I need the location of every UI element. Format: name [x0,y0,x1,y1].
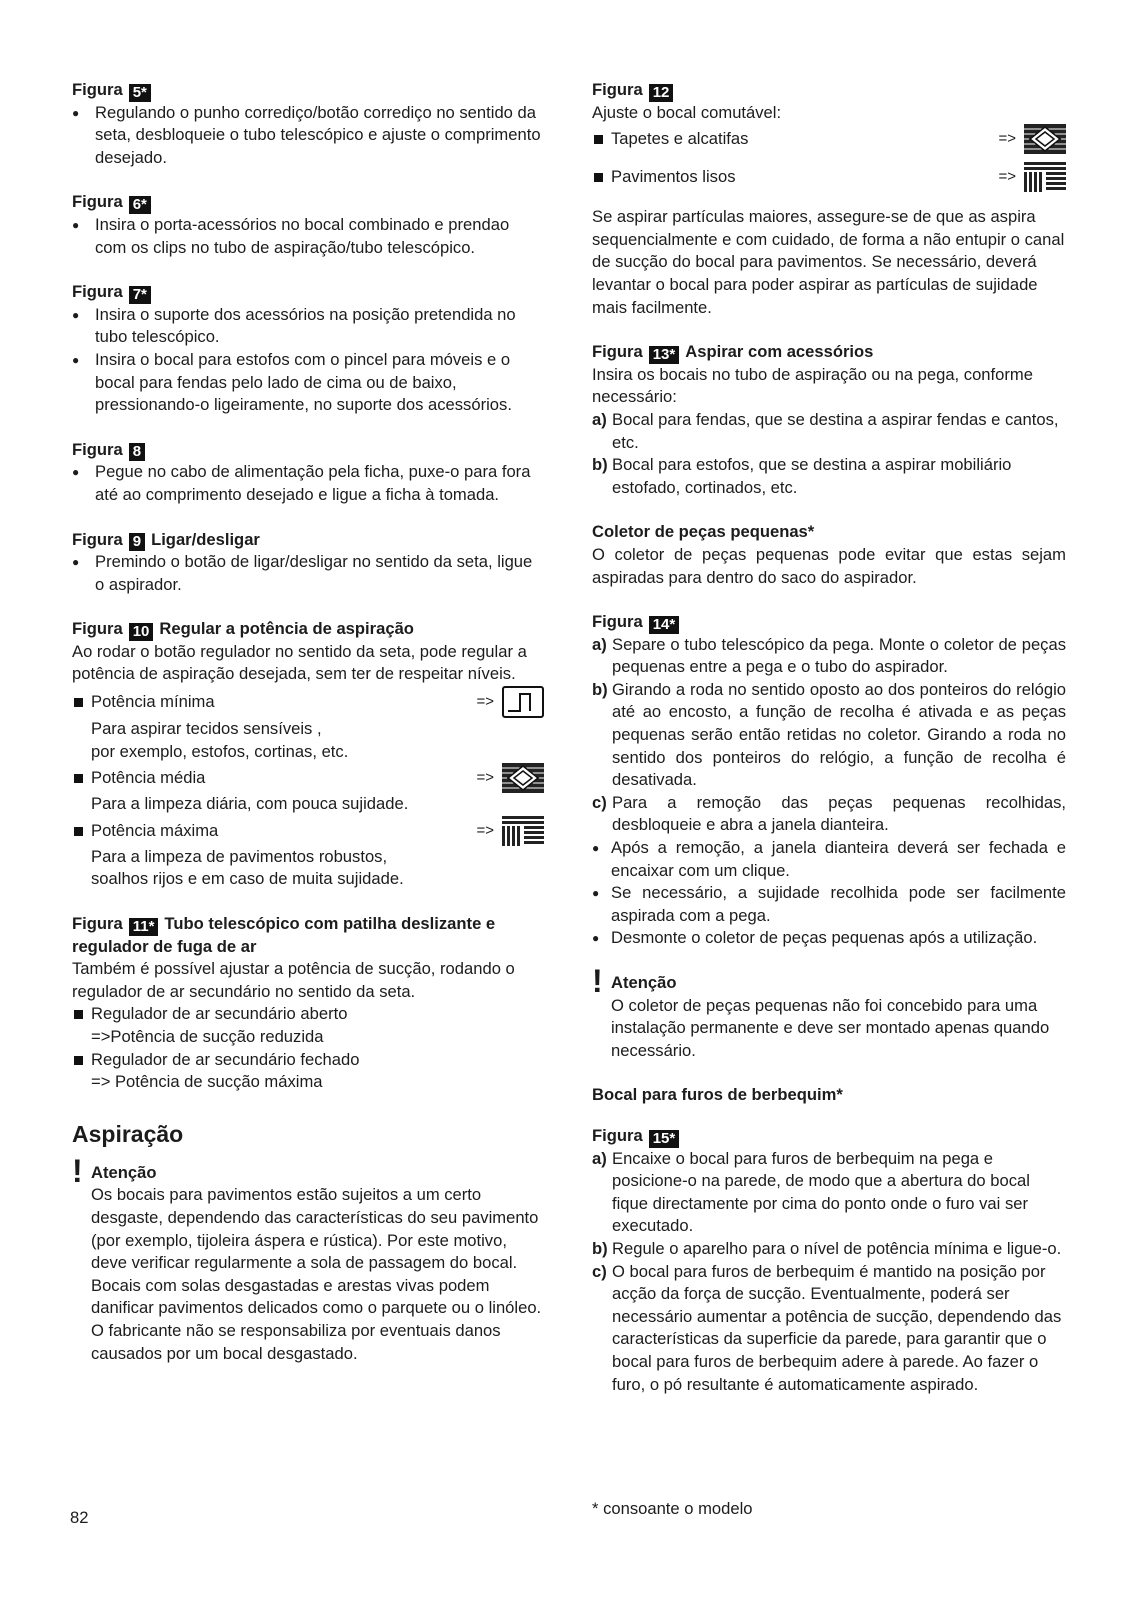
power-level-desc: Para a limpeza de pavimentos robustos, [91,846,388,866]
bullet-item: ● Se necessário, a sujidade recolhida pode ser facilmente aspirada com a pega. [592,882,1066,927]
figure-heading [72,618,544,641]
figure-number-badge: 8 [129,443,145,461]
figure-number-badge: 9 [129,533,145,551]
bullet-item: ● Após a remoção, a janela dianteira deverá ser fechada e encaixar com um clique. [592,837,1066,882]
figure-heading [592,341,1066,364]
lettered-item [592,454,1066,499]
lettered-item [592,1261,1066,1397]
paragraph: Ao rodar o botão regulador no sentido da seta, pode regular a potência de aspiração desejada, sem ter de respeitar níveis. [72,641,527,684]
figure-6-section [72,191,544,259]
power-level-row [72,686,544,718]
arrow-text: => [998,167,1016,185]
arrow-text: => [998,129,1016,147]
figure-heading [72,913,544,936]
carpet-icon [502,763,544,793]
bullet-item: ● Pegue no cabo de alimentação pela ficha, puxe-o para fora até ao comprimento desejado e ligue a ficha à tomada. [72,461,544,506]
figure-5-section [72,79,544,169]
figure-label: Figura [592,342,643,362]
item-key: b) [592,679,608,699]
figure-label: Figura [72,529,123,549]
item-text: Encaixe o bocal para furos de berbequim na pega e posicione-o na parede, de modo que a abertura do bocal fique directamente por cima do ponto onde o furo vai ser executado. [612,1148,1030,1236]
item-text: Separe o tubo telescópico da pega. Monte o coletor de peças pequenas entre a pega e o tubo do aspirador. [612,634,1066,677]
item-text: Para a remoção das peças pequenas recolhidas, desbloqueie e abra a janela dianteira. [612,792,1066,835]
figure-label: Figura [72,80,123,99]
figure-13-section [592,341,1066,499]
item-text: O bocal para furos de berbequim é mantido na posição por acção da força de sucção. Eventualmente, poderá ser necessário aumentar a potência de sucção, dependendo das características da superficie da parede, para garantir que o bocal para furos de berbequim adere à parede. Ao fazer o furo, o pó resultante é automaticamente aspirado. [612,1261,1062,1394]
paragraph: O coletor de peças pequenas pode evitar que estas sejam aspiradas para dentro do saco do aspirador. [592,544,1066,587]
lettered-item [592,1148,1066,1238]
lettered-item [592,634,1066,679]
power-level-name: Potência mínima [72,691,215,714]
figure-label: Figura [592,80,643,99]
page-number: 82 [70,1508,89,1527]
list-item-detail: =>Potência de sucção reduzida [91,1027,324,1046]
nozzle-option-name: Pavimentos lisos [592,166,736,189]
figure-label: Figura [592,1125,643,1145]
berbequim-section [592,1084,1066,1107]
figure-number-badge: 13* [649,346,680,364]
figure-number-badge: 7* [129,286,151,304]
item-key: c) [592,792,607,812]
item-key: c) [592,1261,607,1281]
warning-title: Atenção [91,1162,157,1182]
figure-10-section [72,618,544,891]
figure-heading [72,529,544,552]
nozzle-option-row [592,124,1066,154]
figure-heading [592,79,1066,102]
item-key: a) [592,634,607,654]
item-text: Bocal para fendas, que se destina a aspirar fendas e cantos, etc. [612,409,1059,452]
figure-number-badge: 15* [649,1130,680,1148]
figure-title: Tubo telescópico com patilha deslizante e [164,914,496,934]
item-text: Girando a roda no sentido oposto ao dos ponteiros do relógio até ao encosto, a função de recolha é ativada e as peças pequenas serão então retidas no coletor. Girando a roda no sentido dos ponteiros do relógio, a função de recolha é desativada. [612,679,1066,790]
figure-title: Regular a potência de aspiração [159,619,414,639]
bullet-item: ● Regulando o punho corrediço/botão corrediço no sentido da seta, desbloqueie o tubo telescópico e ajuste o comprimento desejado. [72,102,544,170]
carpet-icon [1024,124,1066,154]
item-text: Regule o aparelho para o nível de potência mínima e ligue-o. [612,1238,1062,1258]
power-level-desc: Para aspirar tecidos sensíveis , [91,719,322,739]
figure-7-section [72,281,544,417]
section-subheading: Bocal para furos de berbequim* [592,1085,843,1105]
power-level-desc: por exemplo, estofos, cortinas, etc. [91,741,349,761]
figure-heading [72,191,544,214]
figure-heading [72,281,544,304]
figure-label: Figura [592,612,643,632]
warning-text: Os bocais para pavimentos estão sujeitos a um certo desgaste, dependendo das características do seu pavimento (por exemplo, tijoleira áspera e rústica). Por este motivo, deve verificar regularmente a sola de passagem do bocal. Bocais com solas desgastadas e arestas vivas podem danificar pavimentos delicados como o parquete ou o linóleo. O fabricante não se responsabiliza por eventuais danos causados por um bocal desgastado. [91,1185,542,1363]
warning-section [592,963,1066,1062]
item-key: b) [592,1238,608,1258]
list-item: Regulador de ar secundário aberto [72,1003,544,1026]
bullet-item: ● Insira o porta-acessórios no bocal combinado e prendao com os clips no tubo de aspiração/tubo telescópico. [72,214,544,259]
figure-15-section [592,1125,1066,1396]
arrow-text: => [476,768,494,786]
item-key: a) [592,409,607,429]
figure-8-section [72,439,544,507]
arrow-text: => [476,692,494,710]
figure-number-badge: 6* [129,196,151,214]
bullet-item: ● Insira o bocal para estofos com o pincel para móveis e o bocal para fendas pelo lado de cima ou de baixo, pressionando-o ligeiramente, no suporte dos acessórios. [72,349,544,417]
item-key: a) [592,1148,607,1168]
figure-title: Aspirar com acessórios [685,342,874,362]
power-level-desc: soalhos rijos e em caso de muita sujidade. [91,869,404,889]
power-level-row [72,763,544,793]
warning-block [592,963,1066,1062]
section-heading: Aspiração [72,1120,184,1147]
lettered-item [592,792,1066,837]
hard-floor-icon [1024,162,1066,192]
paragraph: Insira os bocais no tubo de aspiração ou na pega, conforme necessário: [592,364,1033,407]
figure-heading [592,1125,1066,1148]
paragraph: Também é possível ajustar a potência de sucção, rodando o regulador de ar secundário no sentido da seta. [72,959,515,1001]
lettered-item [592,1238,1066,1261]
lettered-item [592,409,1066,454]
footnote: * consoante o modelo [592,1499,753,1518]
aspiracao-section [72,1120,544,1365]
figure-title: Ligar/desligar [151,529,260,549]
list-item-detail: => Potência de sucção máxima [91,1072,323,1092]
paragraph: Se aspirar partículas maiores, assegure-se de que as aspira sequencialmente e com cuidado, de forma a não entupir o canal de sucção do bocal para pavimentos. Se necessário, deverá levantar o bocal para poder aspirar as partículas de sujidade mais facilmente. [592,207,1065,317]
nozzle-option-name: Tapetes e alcatifas [592,128,748,151]
hard-floor-icon [502,816,544,846]
item-text: Bocal para estofos, que se destina a aspirar mobiliário estofado, cortinados, etc. [612,455,1012,497]
warning-title: Atenção [611,973,677,992]
section-subheading: Coletor de peças pequenas* [592,522,815,542]
figure-label: Figura [72,282,123,302]
power-level-row [72,816,544,846]
coletor-section [592,521,1066,589]
left-column [72,79,544,1387]
figure-12-section [592,79,1066,319]
figure-label: Figura [72,619,123,639]
paragraph: Ajuste o bocal comutável: [592,102,782,122]
minimum-power-icon [502,686,544,718]
figure-number-badge: 5* [129,84,151,102]
bullet-item: ● Insira o suporte dos acessórios na posição pretendida no tubo telescópico. [72,304,544,349]
power-level-name: Potência máxima [72,820,218,843]
arrow-text: => [476,821,494,839]
bullet-item: ● Premindo o botão de ligar/desligar no sentido da seta, ligue o aspirador. [72,551,544,596]
figure-number-badge: 10 [129,623,154,641]
warning-text: O coletor de peças pequenas não foi concebido para uma instalação permanente e deve ser montado apenas quando necessário. [611,995,1050,1060]
figure-label: Figura [72,439,123,459]
warning-icon: ! [592,963,603,999]
bullet-item: ● Desmonte o coletor de peças pequenas após a utilização. [592,927,1066,950]
figure-11-section [72,913,544,1094]
power-level-desc: Para a limpeza diária, com pouca sujidade. [91,794,409,814]
figure-number-badge: 14* [649,616,680,634]
figure-title-continued: regulador de fuga de ar [72,936,257,956]
figure-heading [72,79,544,102]
lettered-item [592,679,1066,792]
figure-heading [72,439,544,462]
power-level-name: Potência média [72,767,205,790]
right-column [592,79,1066,1418]
warning-icon: ! [72,1152,83,1189]
item-key: b) [592,455,608,475]
figure-9-section [72,529,544,597]
figure-number-badge: 12 [649,84,674,102]
figure-label: Figura [72,192,123,212]
list-item: Regulador de ar secundário fechado [72,1049,544,1072]
figure-number-badge: 11* [129,918,159,936]
nozzle-option-row [592,162,1066,192]
figure-heading [592,611,1066,634]
warning-block [72,1152,544,1365]
figure-14-section [592,611,1066,950]
figure-label: Figura [72,914,123,934]
